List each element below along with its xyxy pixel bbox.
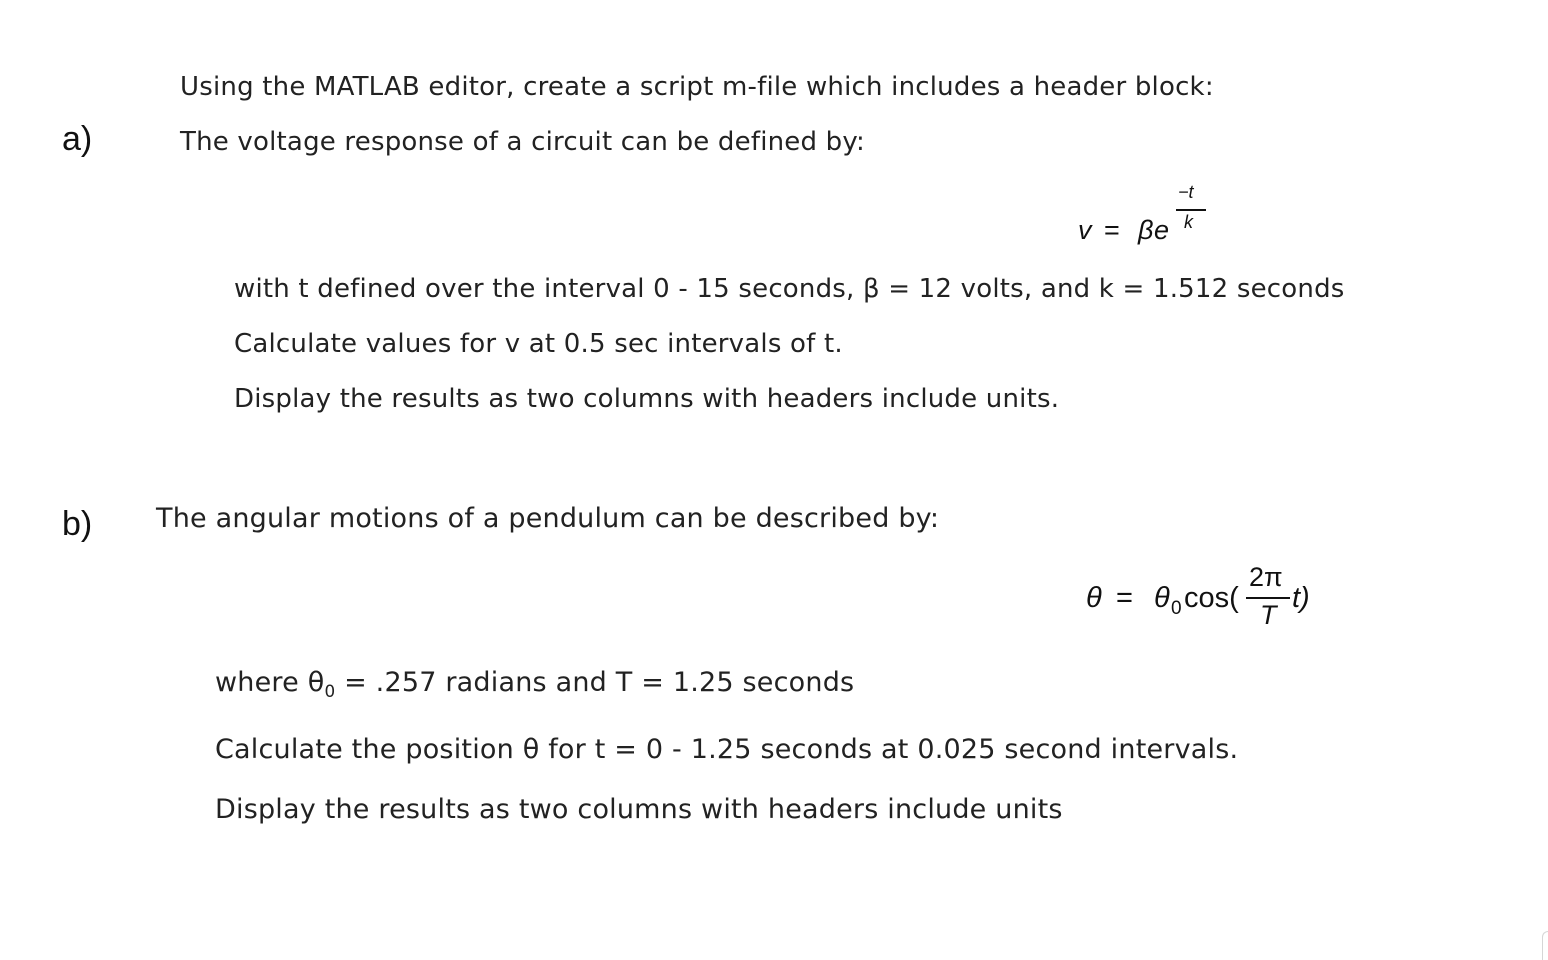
part-a-marker: a) (62, 120, 93, 158)
part-b-display: Display the results as two columns with headers include units (215, 794, 1063, 825)
voltage-equation (1060, 182, 1220, 252)
voltage-equation-lhs: v (1078, 215, 1092, 245)
part-a-conditions: with t defined over the interval 0 - 15 seconds, β = 12 volts, and k = 1.512 seconds (234, 274, 1345, 304)
pendulum-fraction-numerator: 2π (1249, 562, 1283, 592)
pendulum-equation-tail: t) (1292, 582, 1310, 614)
pendulum-equation-func: cos( (1184, 582, 1239, 614)
part-b-statement: The angular motions of a pendulum can be described by: (156, 503, 940, 534)
part-b-where-prefix: where θ (215, 667, 325, 698)
pendulum-equation-theta: θ (1154, 582, 1170, 614)
part-b-where-rest: = .257 radians and T = 1.25 seconds (335, 667, 855, 698)
part-b-marker: b) (62, 505, 93, 543)
exponent-denominator: k (1184, 212, 1193, 232)
part-a-calculate: Calculate values for v at 0.5 sec intervals of t. (234, 329, 843, 359)
voltage-equation-beta: β (1138, 215, 1154, 245)
voltage-equation-equals: = (1104, 215, 1120, 245)
page-edge-corner (1542, 931, 1548, 960)
voltage-equation-base: e (1154, 215, 1170, 245)
part-a-statement: The voltage response of a circuit can be defined by: (180, 127, 866, 157)
part-a-intro: Using the MATLAB editor, create a script m-file which includes a header block: (180, 72, 1214, 102)
part-a-display: Display the results as two columns with headers include units. (234, 384, 1060, 414)
exponent-fraction-bar (1176, 209, 1206, 211)
pendulum-equation-equals: = (1116, 582, 1133, 614)
pendulum-equation-theta-sub: 0 (1171, 598, 1182, 619)
pendulum-fraction-denominator: T (1260, 600, 1277, 630)
part-b-calculate: Calculate the position θ for t = 0 - 1.25 seconds at 0.025 second intervals. (215, 734, 1239, 765)
part-b-where (215, 667, 854, 701)
pendulum-equation (1080, 560, 1340, 640)
pendulum-equation-lhs: θ (1086, 582, 1102, 614)
part-b-where-sub: 0 (324, 680, 336, 701)
exponent-numerator: −t (1178, 182, 1194, 202)
pendulum-fraction-bar (1246, 597, 1290, 599)
